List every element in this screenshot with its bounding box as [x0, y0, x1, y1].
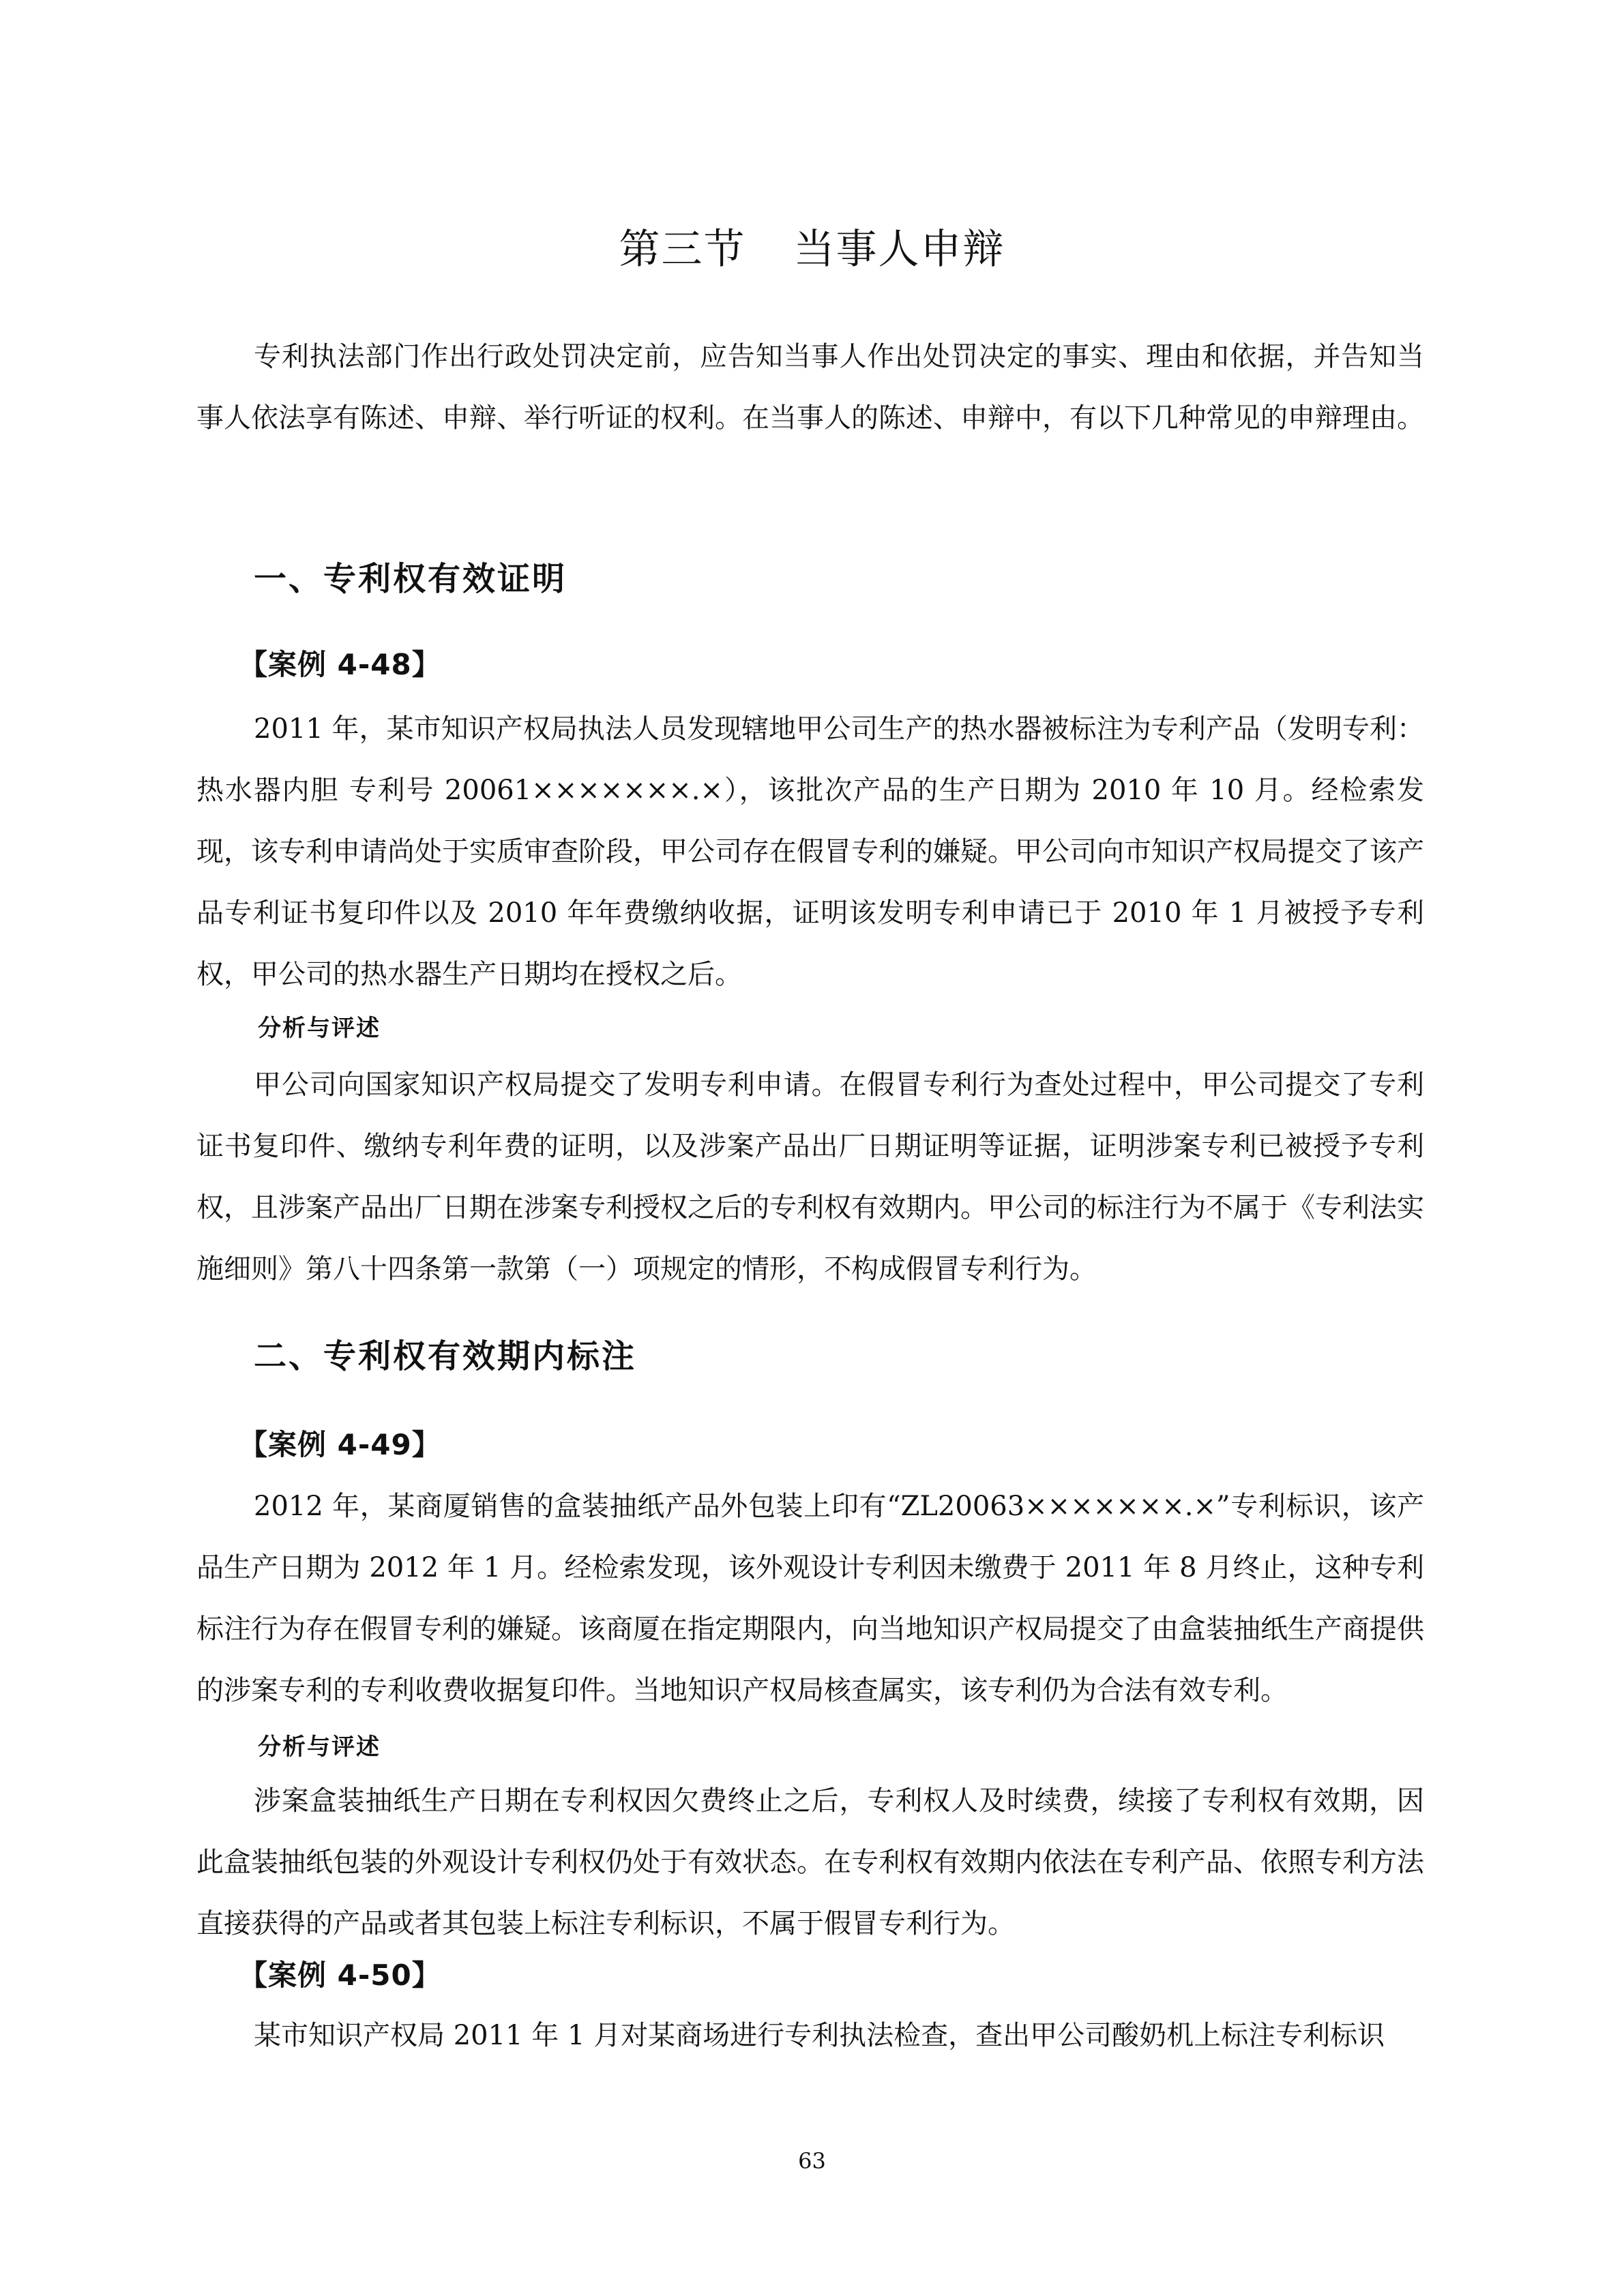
case-text-4-49: 2012 年，某商厦销售的盒装抽纸产品外包装上印有“ZL20063×××××××.×”专利标识，该产品生产日期为 2012 年 1 月。经检索发现，该外观设计专利因未缴费于 2011 年 8 月终止，这种专利标注行为存在假冒专利的嫌疑。该商厦在指定期限内，向当地知识产权局提交了由盒装抽纸生产商提供的涉案专利的专利收费收据复印件。当地知识产权局核查属实，该专利仍为合法有效专利。 — [196, 1491, 1424, 1706]
section-label: 第三节 — [619, 226, 746, 273]
heading-valid-proof: 一、专利权有效证明 — [254, 560, 567, 598]
case-label-4-50: 【案例 4-50】 — [239, 1958, 441, 1992]
heading-valid-period: 二、专利权有效期内标注 — [254, 1337, 637, 1375]
intro-paragraph: 专利执法部门作出行政处罚决定前，应告知当事人作出处罚决定的事实、理由和依据，并告知当事人依法享有陈述、申辩、举行听证的权利。在当事人的陈述、申辩中，有以下几种常见的申辩理由。 — [196, 341, 1424, 434]
analysis-label-4-49: 分析与评述 — [258, 1733, 381, 1761]
case-text-4-48: 2011 年，某市知识产权局执法人员发现辖地甲公司生产的热水器被标注为专利产品（发明专利：热水器内胆 专利号 20061×××××××.×），该批次产品的生产日期为 2010 年 10 月。经检索发现，该专利申请尚处于实质审查阶段，甲公司存在假冒专利的嫌疑。甲公司向市知识产权局提交了该产品专利证书复印件以及 2010 年年费缴纳收据，证明该发明专利申请已于 2010 年 1 月被授予专利权，甲公司的热水器生产日期均在授权之后。 — [196, 713, 1424, 990]
section-title — [0, 217, 1624, 275]
case-label-4-48: 【案例 4-48】 — [239, 648, 441, 681]
analysis-text-4-48: 甲公司向国家知识产权局提交了发明专利申请。在假冒专利行为查处过程中，甲公司提交了专利证书复印件、缴纳专利年费的证明，以及涉案产品出厂日期证明等证据，证明涉案专利已被授予专利权，且涉案产品出厂日期在涉案专利授权之后的专利权有效期内。甲公司的标注行为不属于《专利法实施细则》第八十四条第一款第（一）项规定的情形，不构成假冒专利行为。 — [196, 1069, 1424, 1285]
analysis-text-4-49: 涉案盒装抽纸生产日期在专利权因欠费终止之后，专利权人及时续费，续接了专利权有效期，因此盒装抽纸包装的外观设计专利权仍处于有效状态。在专利权有效期内依法在专利产品、依照专利方法直接获得的产品或者其包装上标注专利标识，不属于假冒专利行为。 — [196, 1785, 1424, 1939]
page-number: 63 — [798, 2148, 826, 2174]
case-label-4-49: 【案例 4-49】 — [239, 1428, 441, 1461]
analysis-label-4-48: 分析与评述 — [258, 1015, 381, 1042]
case-text-4-50: 某市知识产权局 2011 年 1 月对某商场进行专利执法检查，查出甲公司酸奶机上标注专利标识 — [254, 2020, 1385, 2051]
section-title-text: 当事人申辩 — [793, 226, 1005, 273]
